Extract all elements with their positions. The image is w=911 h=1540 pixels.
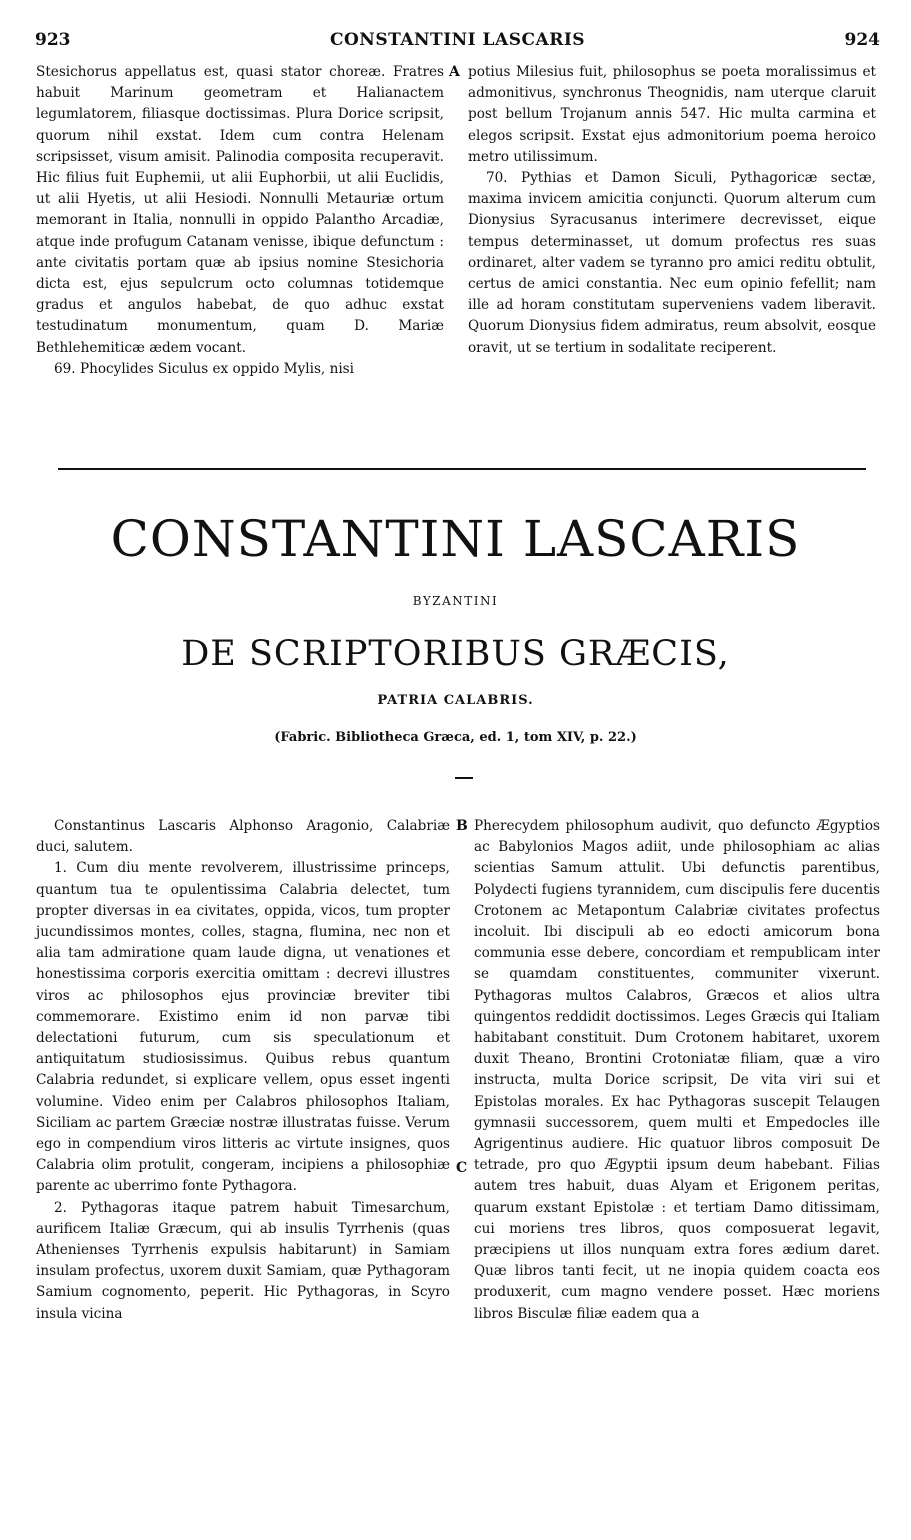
- top-left-column: [36, 62, 444, 380]
- margin-letter-b: B: [456, 818, 468, 834]
- section-divider: [58, 468, 866, 470]
- subtitle-byzantini: BYZANTINI: [412, 594, 499, 608]
- main-title: CONSTANTINI LASCARIS: [110, 510, 801, 568]
- subtitle-de-scriptoribus: DE SCRIPTORIBUS GRÆCIS,: [181, 634, 730, 674]
- paragraph: potius Milesius fuit, philosophus se poeta moralissimus et admonitivus, synchronus Theognidis, nam uterque claruit post bellum Trojanum annis 547. Hic multa carmina et elegos scripsit. Exstat ejus admonitorium poema heroico metro utilissimum.: [468, 64, 876, 165]
- paragraph: 2. Pythagoras itaque patrem habuit Timesarchum, aurificem Italiæ Græcum, qui ab insulis Tyrrhenis (quas Athenienses Tyrrhenis expulsis habitarunt) in Samiam insulam profectus, uxorem duxit Samiam, quæ Pythagoram Samium cognomento, peperit. Hic Pythagoras, in Scyro insula vicina: [36, 1199, 450, 1322]
- page-number-right: 924: [844, 30, 880, 50]
- paragraph: 70. Pythias et Damon Siculi, Pythagoricæ sectæ, maxima invicem amicitia conjuncti. Quorum alterum cum Dionysius Syracusanus interimere decrevisset, eique tempus determinasset, ut domum profectus res suas ordinaret, alter vadem se tyranno pro amici reditu obtulit, certus de amici constantia. Nec eum opinio fefellit; nam ille ad horam constitutam superveniens vadem liberavit. Quorum Dionysius fidem admiratus, reum absolvit, eosque oravit, ut se tertium in sodalitate reciperent.: [468, 170, 876, 356]
- subtitle-patria: PATRIA CALABRIS.: [377, 693, 534, 708]
- margin-letter-c: C: [456, 1160, 468, 1176]
- page-number-left: 923: [35, 30, 71, 50]
- bottom-left-column: [36, 816, 450, 1325]
- top-right-column: [468, 62, 876, 359]
- paragraph: 69. Phocylides Siculus ex oppido Mylis, nisi: [54, 360, 354, 377]
- bibliographic-reference: (Fabric. Bibliotheca Græca, ed. 1, tom XIV, p. 22.): [274, 730, 637, 745]
- paragraph: Pherecydem philosophum audivit, quo defuncto Ægyptios ac Babylonios Magos adiit, unde philosophiam ac alias scientias Samum attulit. Ubi defunctis parentibus, Polydecti fugiens tyrannidem, cum discipulis fere ducentis Crotonem ac Metapontum Calabriæ civitates profectus incoluit. Ibi discipuli ab eo edocti amicorum bona communia esse debere, concordiam et rempublicam inter se quamdam constituentes, communiter vixerunt. Pythagoras multos Calabros, Græcos et alios ultra quingentos reddidit doctissimos. Leges Græcis qui Italiam habitabant constituit. Dum Crotonem habitaret, uxorem duxit Theano, Brontini Crotoniatæ filiam, quæ a viro instructa, multa Dorice scripsit, De vita viri sui et Epistolas morales. Ex hac Pythagoras suscepit Telaugen gymnasii successorem, quem multi et Empedocles ille Agrigentinus audiere. Hic quatuor libros composuit De tetrade, pro quo Ægyptii ipsum deum habebant. Filias autem tres habuit, duas Alyam et Erigonem peritas, quarum exstant Epistolæ : et tertiam Damo ditissimam, cui moriens tres libros, quos composuerat legavit, præcipiens ut illos nunquam extra fores ædium daret. Quæ libros tanti fecit, ut ne inopia quidem coacta eos produxerit, cum magno vendere posset. Hæc moriens libros Bisculæ filiæ eadem qua a: [474, 818, 880, 1322]
- margin-letter-a: A: [449, 64, 460, 80]
- paragraph: Constantinus Lascaris Alphonso Aragonio, Calabriæ duci, salutem.: [36, 818, 450, 856]
- paragraph: Stesichorus appellatus est, quasi stator choreæ. Fratres habuit Marinum geometram et Halianactem legumlatorem, filiasque doctissimas. Plura Dorice scripsit, quorum nihil exstat. Idem cum contra Helenam scripsisset, visum amisit. Palinodia composita recuperavit. Hic filius fuit Euphemii, ut alii Euphorbii, ut alii Euclidis, ut alii Hyetis, ut alii Hesiodi. Nonnulli Metauriæ ortum memorant in Italia, nonnulli in oppido Palantho Arcadiæ, atque inde profugum Catanam venisse, ibique defunctum : ante civitatis portam quæ ab ipsius nomine Stesichoria dicta est, ejus sepulcrum octo columnas totidemque gradus et angulos habebat, de quo adhuc exstat testudinatum monumentum, quam D. Mariæ Bethlehemiticæ ædem vocant.: [36, 64, 444, 356]
- short-divider: [455, 777, 473, 779]
- running-head-title: CONSTANTINI LASCARIS: [329, 30, 586, 50]
- bottom-right-column: [474, 816, 880, 1325]
- running-head: [35, 30, 880, 58]
- paragraph: 1. Cum diu mente revolverem, illustrissime princeps, quantum tua te opulentissima Calabria delectet, tum propter diversas in ea civitates, oppida, vicos, tum propter jucundissimos montes, colles, stagna, flumina, nec non et alia tam admiratione quam laude digna, ut venationes et honestissima corporis exercitia omittam : decrevi illustres viros ac philosophos ejus provinciæ breviter tibi commemorare. Existimo enim id non parvæ tibi delectationi futurum, cum sis speculationum et antiquitatum studiosissimus. Quibus rebus quantum Calabria redundet, si explicare vellem, opus esset ingenti volumine. Video enim per Calabros philosophos Italiam, Siciliam ac partem Græciæ nostræ illustratas fuisse. Verum ego in compendium viros litteris ac virtute insignes, quos Calabria olim protulit, congeram, incipiens a philosophiæ parente ac uberrimo fonte Pythagora.: [36, 860, 450, 1195]
